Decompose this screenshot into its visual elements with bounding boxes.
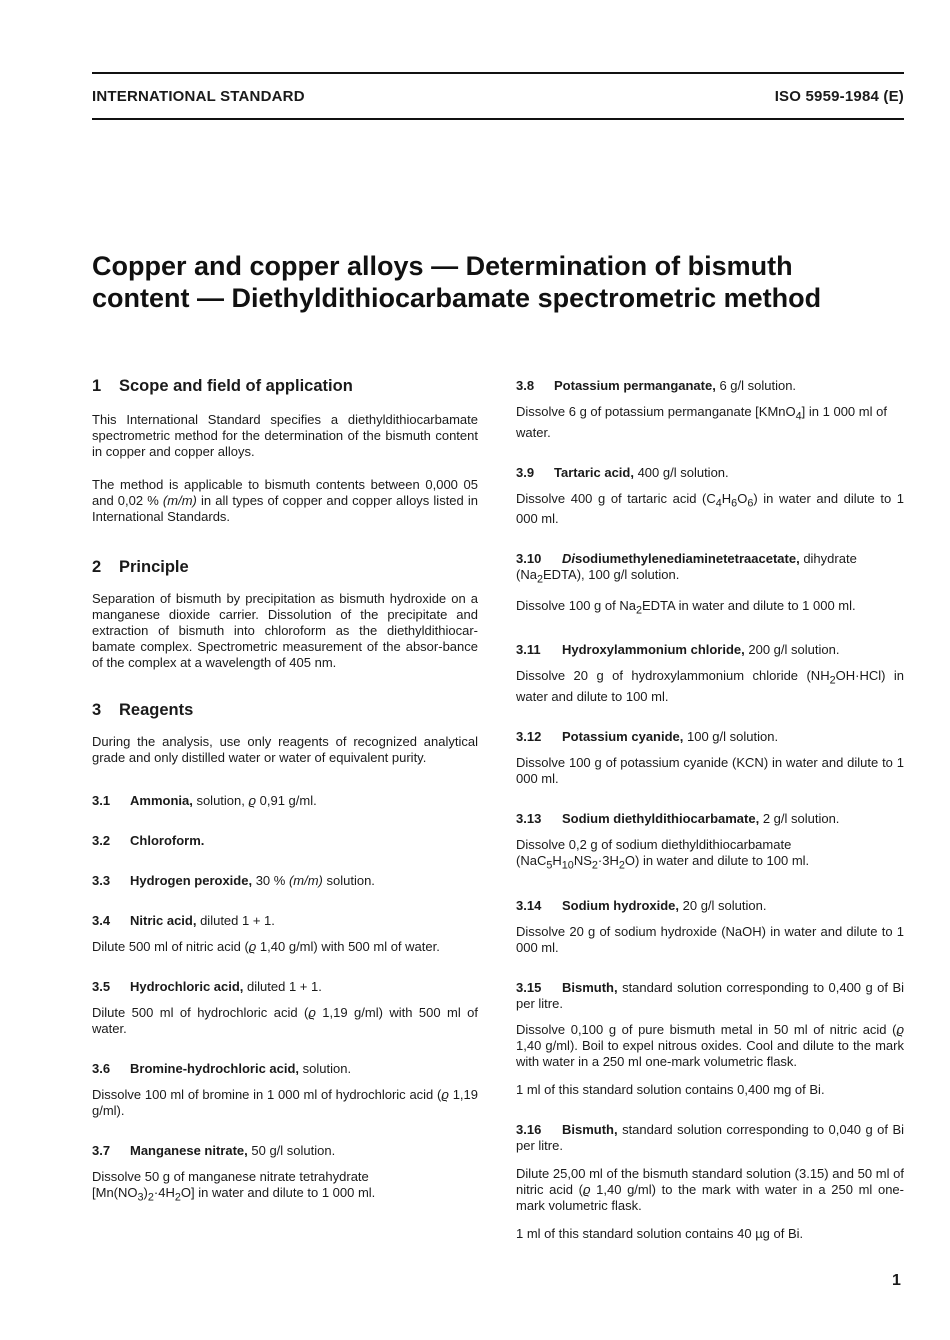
reagent-3-15-note: 1 ml of this standard solution contains 0,400 mg of Bi. (516, 1081, 825, 1097)
reagent-3-12-description: Dissolve 100 g of potassium cyanide (KCN) in water and dilute to 1 000 ml. (516, 754, 904, 786)
section-heading-scope: 1 Scope and field of application (92, 377, 353, 395)
reagent-3-4-description: Dilute 500 ml of nitric acid (ϱ 1,40 g/ml) with 500 ml of water. (92, 939, 440, 954)
reagent-3-7-heading: 3.7 Manganese nitrate, 50 g/l solution. (92, 1143, 336, 1158)
reagent-3-16-heading: 3.16 Bismuth, standard solution corresponding to 0,040 g of Bi per litre. (516, 1121, 904, 1153)
reagent-3-12-heading: 3.12 Potassium cyanide, 100 g/l solution. (516, 728, 779, 744)
reagent-3-10-description: Dissolve 100 g of $Na_2EDTA$ in water and dilute to 1 000 ml. (516, 597, 856, 617)
reagent-3-15-heading: 3.15 Bismuth, standard solution corresponding to 0,400 g of Bi per litre. (516, 979, 904, 1011)
header-document-id: ISO 5959-1984 (E) (774, 88, 904, 105)
paragraph-principle: Separation of bismuth by precipitation as bismuth hydroxide on a manganese dioxide carrier. Dissolution of the precipitate and extraction of bismuth into chloroform as the diethyldithiocar-bamate complex. Spectrometric measurement of the absor-bance of the complex at a wavelength of 405 nm. (92, 591, 478, 670)
reagent-3-16-note: 1 ml of this standard solution contains 40 µg of Bi. (516, 1225, 804, 1241)
reagent-3-5-description: Dilute 500 ml of hydrochloric acid (ϱ 1,19 g/ml) with 500 ml of water. (92, 1005, 478, 1036)
reagent-3-11-description: Dissolve 20 g of hydroxylammonium chloride $(NH_2OH\cdot HCl)$ in water and dilute to 100 ml. (516, 668, 904, 704)
reagent-3-2-heading: 3.2 Chloroform. (92, 833, 205, 848)
paragraph-reagents: During the analysis, use only reagents of recognized analytical grade and only distilled water or water of equivalent purity. (92, 734, 478, 765)
reagent-3-11-heading: 3.11 Hydroxylammonium chloride, 200 g/l solution. (516, 642, 840, 658)
reagent-3-15-description: Dissolve 0,100 g of pure bismuth metal in 50 ml of nitric acid (ϱ 1,40 g/ml). Boil to expel nitrous oxides. Cool and dilute to the mark with water in a 250 ml one-mark volumetric flask. (516, 1021, 904, 1069)
paragraph-scope-1: This International Standard specifies a diethyldithiocarbamate spectrometric method for the determination of the bismuth content in copper and copper alloys. (92, 412, 478, 459)
reagent-3-5-heading: 3.5 Hydrochloric acid, diluted 1 + 1. (92, 979, 322, 994)
reagent-3-7-description: Dissolve 50 g of manganese nitrate tetrahydrate $[Mn(NO_3)_2\cdot 4H_2O]$ in water and dilute to 1 000 ml. (92, 1169, 376, 1204)
reagent-3-9-description: Dissolve 400 g of tartaric acid $(C_4H_6O_6)$ in water and dilute to 1 000 ml. (516, 490, 904, 527)
section-heading-principle: 2 Principle (92, 558, 189, 576)
reagent-3-14-heading: 3.14 Sodium hydroxide, 20 g/l solution. (516, 897, 767, 913)
header-standard-label: INTERNATIONAL STANDARD (92, 88, 305, 105)
paragraph-scope-2: The method is applicable to bismuth contents between 0,000 05 and 0,02 % (m/m) in all types of copper and copper alloys listed in International Standards. (92, 477, 479, 524)
document-title: Copper and copper alloys — Determination of bismuth content — Diethyldithiocarbamate spectrometric method (92, 251, 822, 313)
reagent-3-6-description: Dissolve 100 ml of bromine in 1 000 ml of hydrochloric acid (ϱ 1,19 g/ml). (92, 1087, 478, 1118)
reagent-3-14-description: Dissolve 20 g of sodium hydroxide (NaOH) in water and dilute to 1 000 ml. (516, 923, 904, 955)
reagent-3-9-heading: 3.9 Tartaric acid, 400 g/l solution. (516, 464, 729, 480)
reagent-3-1-heading: 3.1 Ammonia, solution, ϱ 0,91 g/ml. (92, 793, 317, 808)
reagent-3-13-description: Dissolve 0,2 g of sodium diethyldithiocarbamate $(NaC_5H_{10}NS_2\cdot 3H_2O)$ in water and dilute to 100 ml. (516, 836, 810, 872)
reagent-3-8-heading: 3.8 Potassium permanganate, 6 g/l solution. (516, 378, 797, 393)
section-heading-reagents: 3 Reagents (92, 701, 194, 719)
reagent-3-3-heading: 3.3 Hydrogen peroxide, 30 % (m/m) solution. (92, 873, 375, 888)
header-rule (92, 118, 904, 120)
reagent-3-4-heading: 3.4 Nitric acid, diluted 1 + 1. (92, 913, 275, 928)
reagent-3-16-description: Dilute 25,00 ml of the bismuth standard solution (3.15) and 50 ml of nitric acid (ϱ 1,40 g/ml) to the mark with water in a 250 ml one-mark volumetric flask. (516, 1165, 904, 1213)
top-rule (92, 72, 904, 74)
right-column (516, 378, 904, 1242)
reagent-3-6-heading: 3.6 Bromine-hydrochloric acid, solution. (92, 1061, 352, 1076)
reagent-3-13-heading: 3.13 Sodium diethyldithiocarbamate, 2 g/l solution. (516, 810, 840, 826)
reagent-3-10-heading: 3.10 Disodiumethylenediaminetetraacetate, dihydrate $(Na_2EDTA)$, 100 g/l solution. (516, 551, 857, 586)
reagent-3-8-description: Dissolve 6 g of potassium permanganate [KMnO$_4$] in 1 000 ml of water. (516, 404, 887, 440)
left-column (92, 378, 478, 1206)
page-number: 1 (892, 1272, 901, 1289)
